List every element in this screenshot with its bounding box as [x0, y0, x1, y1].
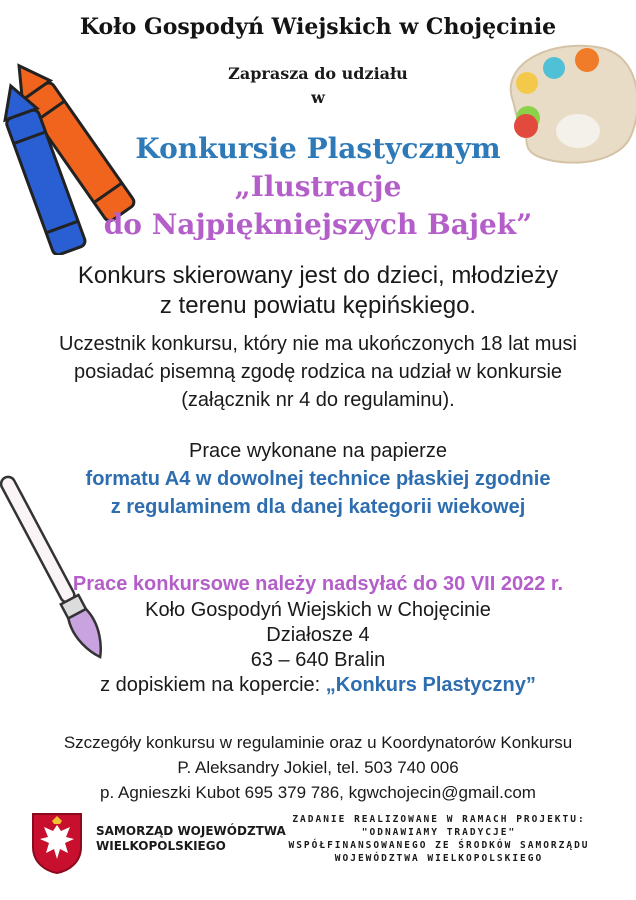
- deadline-text: Prace konkursowe należy nadsyłać do 30 VII 2022 r.: [72, 573, 564, 595]
- target-text: Konkurs skierowany jest do dzieci, młodzieży: [77, 262, 559, 289]
- target-text: z terenu powiatu kępińskiego.: [159, 292, 477, 319]
- invite-line: w: [311, 88, 325, 107]
- consent-text: (załącznik nr 4 do regulaminu).: [181, 389, 455, 411]
- contest-title: Konkursie Plastycznym: [135, 132, 501, 165]
- voivodeship-coat-of-arms-icon: [30, 811, 84, 875]
- format-text: z regulaminem dla danej kategorii wiekowej: [110, 496, 526, 518]
- organization-title: Koło Gospodyń Wiejskich w Chojęcinie: [79, 14, 557, 40]
- project-info: [248, 813, 630, 865]
- project-line: ZADANIE REALIZOWANE W RAMACH PROJEKTU:: [292, 814, 586, 825]
- format-text: formatu A4 w dowolnej technice płaskiej zgodnie: [85, 468, 551, 490]
- contest-title: „Ilustracje: [234, 170, 402, 203]
- contest-title: do Najpiękniejszych Bajek”: [103, 208, 533, 241]
- consent-text: posiadać pisemną zgodę rodzica na udział w konkursie: [73, 361, 563, 383]
- project-line: WOJEWÓDZTWA WIELKOPOLSKIEGO: [334, 853, 544, 864]
- project-line: WSPÓŁFINANSOWANEGO ZE ŚRODKÓW SAMORZĄDU: [288, 840, 590, 851]
- envelope-note-prefix: z dopiskiem na kopercie:: [100, 674, 326, 696]
- address-line: 63 – 640 Bralin: [250, 649, 386, 671]
- consent-text: Uczestnik konkursu, który nie ma ukończonych 18 lat musi: [59, 333, 577, 355]
- format-text: Prace wykonane na papierze: [189, 440, 447, 462]
- details-text: Szczegóły konkursu w regulaminie oraz u Koordynatorów Konkursu: [63, 733, 573, 752]
- details-text: p. Agnieszki Kubot 695 379 786, kgwchojecin@gmail.com: [100, 783, 536, 802]
- details-text: P. Aleksandry Jokiel, tel. 503 740 006: [177, 758, 459, 777]
- emblem-caption: SAMORZĄD WOJEWÓDZTWA: [96, 824, 286, 838]
- invite-line: Zaprasza do udziału: [228, 64, 408, 83]
- envelope-note: [0, 674, 636, 697]
- project-line: "ODNAWIAMY TRADYCJE": [361, 827, 517, 838]
- envelope-note-highlight: „Konkurs Plastyczny”: [325, 674, 536, 696]
- address-line: Działosze 4: [266, 624, 370, 646]
- address-line: Koło Gospodyń Wiejskich w Chojęcinie: [145, 599, 491, 621]
- emblem-caption: WIELKOPOLSKIEGO: [96, 839, 226, 853]
